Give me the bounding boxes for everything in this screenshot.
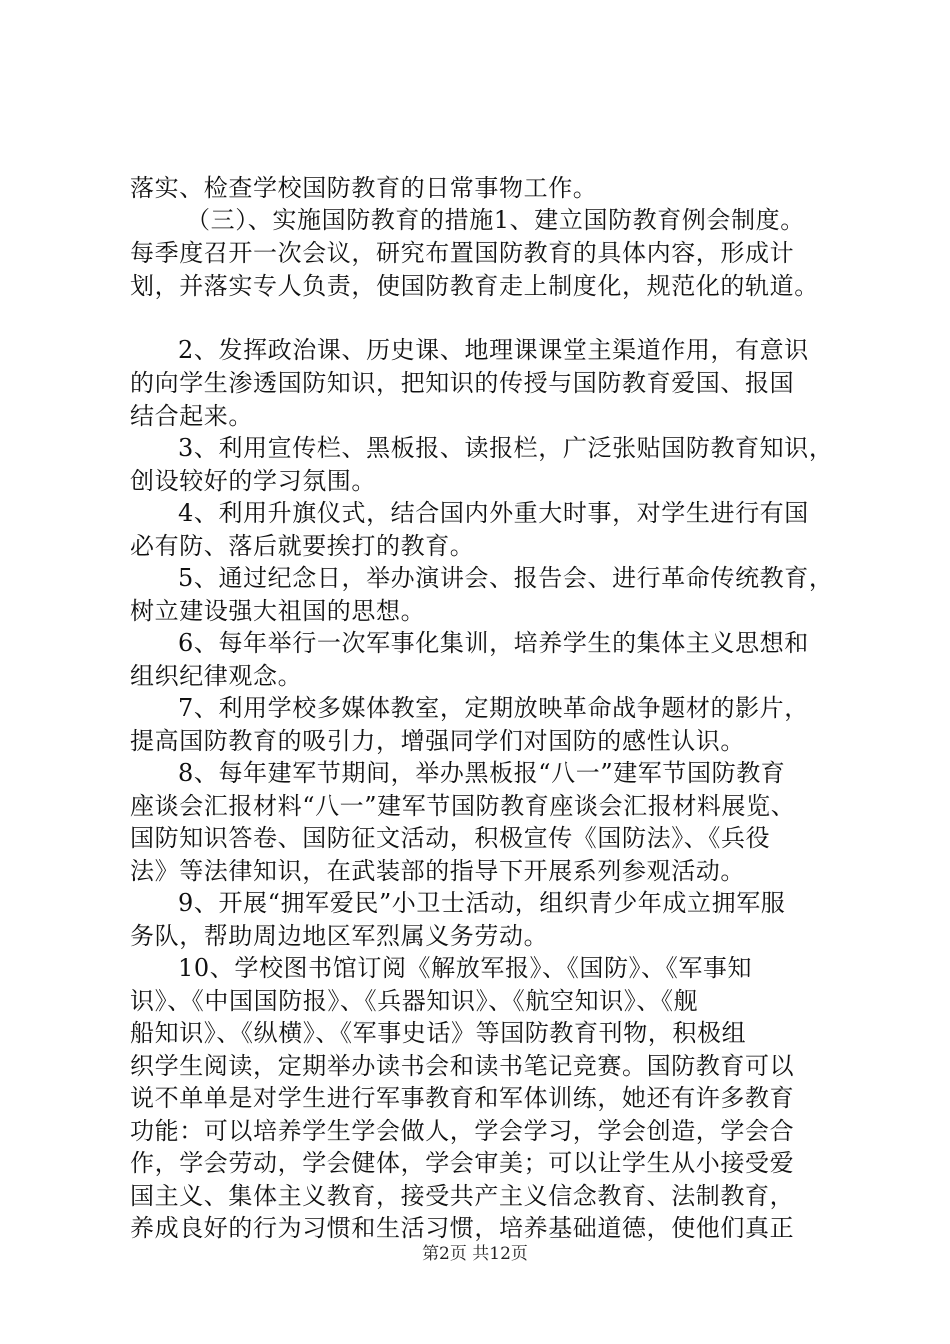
text-line: 作，学会劳动，学会健体，学会审美；可以让学生从小接受爱 bbox=[130, 1149, 795, 1177]
text-line: 7、利用学校多媒体教室，定期放映革命战争题材的影片， bbox=[178, 694, 809, 722]
text-line: 树立建设强大祖国的思想。 bbox=[130, 597, 426, 625]
text-line: 组织纪律观念。 bbox=[130, 662, 303, 690]
text-line: （三）、实施国防教育的措施1、建立国防教育例会制度。 bbox=[186, 206, 805, 234]
page-number-footer: 第2页 共12页 bbox=[422, 1244, 528, 1264]
text-line: 5、通过纪念日，举办演讲会、报告会、进行革命传统教育， bbox=[178, 564, 834, 592]
text-line: 2、发挥政治课、历史课、地理课课堂主渠道作用，有意识 bbox=[178, 336, 809, 364]
text-line: 提高国防教育的吸引力，增强同学们对国防的感性认识。 bbox=[130, 727, 745, 755]
text-line: 6、每年举行一次军事化集训，培养学生的集体主义思想和 bbox=[178, 629, 809, 657]
text-line: 船知识》、《纵横》、《军事史话》等国防教育刊物，积极组 bbox=[130, 1019, 747, 1047]
text-line: 的向学生渗透国防知识，把知识的传授与国防教育爱国、报国 bbox=[130, 369, 795, 397]
text-line: 创设较好的学习氛围。 bbox=[130, 467, 376, 495]
text-line: 功能：可以培养学生学会做人，学会学习，学会创造，学会合 bbox=[130, 1117, 795, 1145]
text-line: 养成良好的行为习惯和生活习惯，培养基础道德，使他们真正 bbox=[130, 1214, 795, 1242]
text-line: 结合起来。 bbox=[130, 402, 253, 430]
text-line: 每季度召开一次会议，研究布置国防教育的具体内容，形成计 bbox=[130, 239, 795, 267]
text-line: 10、学校图书馆订阅《解放军报》、《国防》、《军事知 bbox=[178, 954, 753, 982]
text-line: 识》、《中国国防报》、《兵器知识》、《航空知识》、《舰 bbox=[130, 987, 699, 1015]
text-line: 落实、检查学校国防教育的日常事物工作。 bbox=[130, 174, 598, 202]
text-line: 务队，帮助周边地区军烈属义务劳动。 bbox=[130, 922, 549, 950]
text-line: 9、开展“拥军爱民”小卫士活动，组织青少年成立拥军服 bbox=[178, 889, 786, 917]
text-line: 国主义、集体主义教育，接受共产主义信念教育、法制教育， bbox=[130, 1182, 795, 1210]
text-line: 法》等法律知识，在武装部的指导下开展系列参观活动。 bbox=[130, 857, 745, 885]
text-line: 4、利用升旗仪式，结合国内外重大时事，对学生进行有国 bbox=[178, 499, 809, 527]
text-line: 划，并落实专人负责，使国防教育走上制度化，规范化的轨道。 bbox=[130, 272, 819, 300]
text-line: 织学生阅读，定期举办读书会和读书笔记竞赛。国防教育可以 bbox=[130, 1052, 795, 1080]
text-line: 座谈会汇报材料“八一”建军节国防教育座谈会汇报材料展览、 bbox=[130, 792, 796, 820]
text-line: 必有防、落后就要挨打的教育。 bbox=[130, 532, 475, 560]
text-line: 3、利用宣传栏、黑板报、读报栏，广泛张贴国防教育知识， bbox=[178, 434, 834, 462]
text-line: 国防知识答卷、国防征文活动，积极宣传《国防法》、《兵役 bbox=[130, 824, 771, 852]
text-line: 说不单单是对学生进行军事教育和军体训练，她还有许多教育 bbox=[130, 1084, 795, 1112]
text-line: 8、每年建军节期间，举办黑板报“八一”建军节国防教育 bbox=[178, 759, 786, 787]
